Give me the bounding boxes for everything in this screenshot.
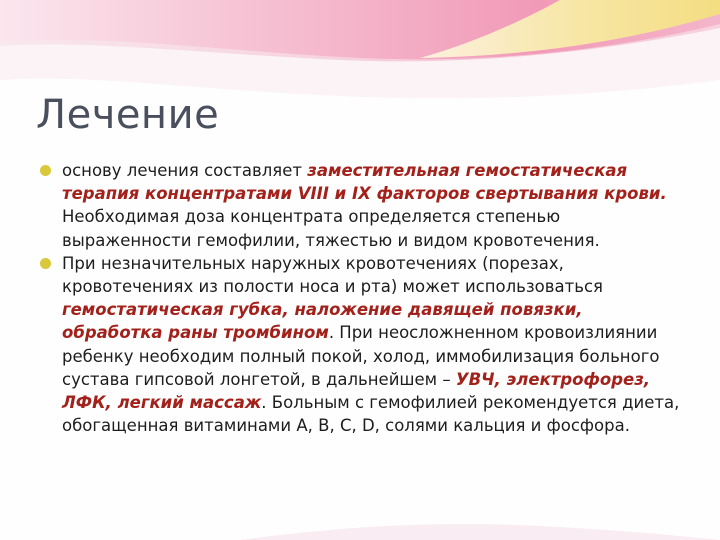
bullet-1-emphasis-1: заместительная гемостатическая терапия концентратами VIII и IX факторов свертывания крови. bbox=[62, 161, 667, 204]
bullet-icon bbox=[40, 165, 51, 176]
bullet-1-text-2: Необходимая доза концентрата определяется степенью выраженности гемофилии, тяжестью и видом кровотечения. bbox=[62, 207, 600, 250]
bullet-list bbox=[40, 159, 680, 437]
bullet-2-emphasis-2: УВЧ, электрофорез, ЛФК, легкий массаж bbox=[62, 369, 651, 413]
pink-swoosh-bottom bbox=[240, 524, 720, 540]
bullet-1-text-1: основу лечения составляет bbox=[62, 161, 308, 180]
slide-title: Лечение bbox=[36, 92, 220, 138]
bullet-icon bbox=[40, 258, 51, 269]
bullet-item-minor-bleeding bbox=[40, 252, 680, 438]
bullet-2-text-2: . При неосложненном кровоизлиянии ребенку необходим полный покой, холод, иммобилизация больного сустава гипсовой лонгетой, в дальнейшем – bbox=[62, 323, 660, 389]
bullet-2-emphasis-1: гемостатическая губка, наложение давящей повязки, обработка раны тромбином bbox=[62, 300, 583, 343]
bullet-item-treatment-basis bbox=[40, 159, 680, 252]
bullet-2-text-3: . Больным с гемофилией рекомендуется диета, обогащенная витаминами А, В, С, D, солями кальция и фосфора. bbox=[62, 393, 680, 436]
bullet-2-text-1: При незначительных наружных кровотечениях (порезах, кровотечениях из полости носа и рта) может использоваться bbox=[62, 253, 603, 297]
